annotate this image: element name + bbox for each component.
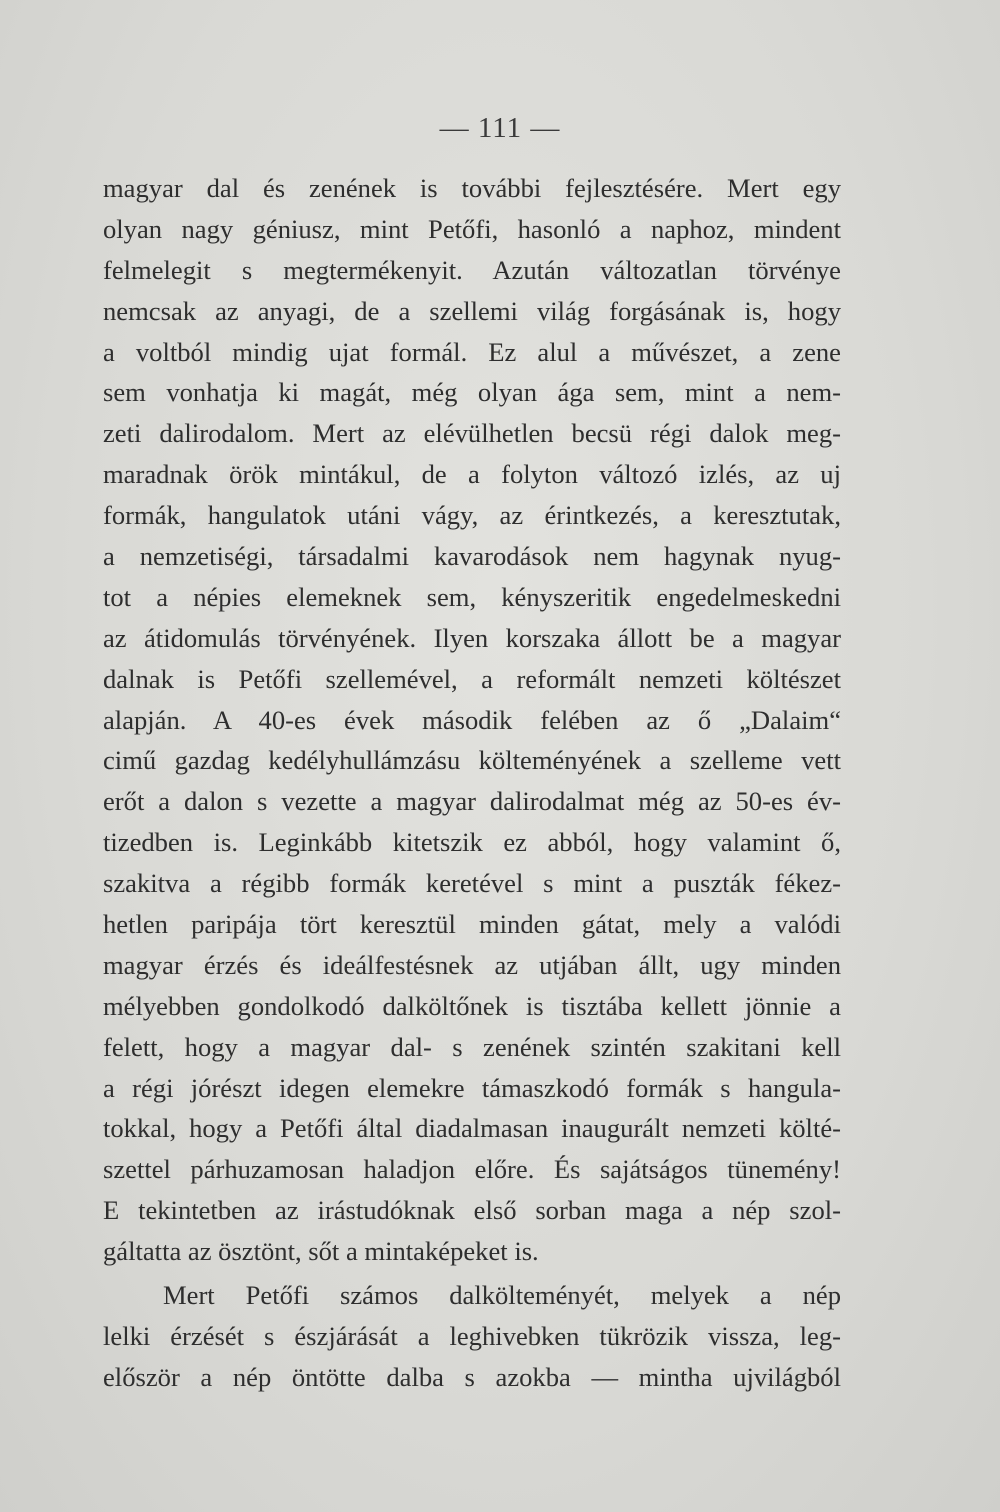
text-line: szakitva a régibb formák keretével s mint a puszták fékez- — [103, 868, 841, 899]
text-line: az átidomulás törvényének. Ilyen korszaka állott be a magyar — [103, 622, 841, 653]
text-line: Mert Petőfi számos dalkölteményét, melyek a nép — [163, 1280, 841, 1311]
text-line: olyan nagy géniusz, mint Petőfi, hasonló a naphoz, mindent — [103, 213, 841, 244]
text-line: felmelegit s megtermékenyit. Azután változatlan törvénye — [103, 254, 841, 285]
text-line: tot a népies elemeknek sem, kényszeritik engedelmeskedni — [103, 581, 841, 612]
text-line: zeti dalirodalom. Mert az elévülhetlen becsü régi dalok meg- — [103, 418, 841, 449]
text-line: tokkal, hogy a Petőfi által diadalmasan inaugurált nemzeti költé- — [103, 1113, 841, 1144]
text-line: a nemzetiségi, társadalmi kavarodások nem hagynak nyug- — [103, 541, 841, 572]
text-line: maradnak örök mintákul, de a folyton változó izlés, az uj — [103, 459, 841, 490]
text-line: tizedben is. Leginkább kitetszik ez abból, hogy valamint ő, — [103, 827, 841, 858]
text-line: mélyebben gondolkodó dalköltőnek is tisztába kellett jönnie a — [103, 990, 841, 1021]
text-line: erőt a dalon s vezette a magyar dalirodalmat még az 50-es év- — [103, 786, 841, 817]
text-line: dalnak is Petőfi szellemével, a reformált nemzeti költészet — [103, 663, 841, 694]
text-line: felett, hogy a magyar dal- s zenének szintén szakitani kell — [103, 1031, 841, 1062]
body-text — [103, 168, 841, 1398]
text-line: E tekintetben az irástudóknak első sorban maga a nép szol- — [103, 1195, 841, 1226]
text-line: cimű gazdag kedélyhullámzásu költeményének a szelleme vett — [103, 745, 841, 776]
text-line: a régi jórészt idegen elemekre támaszkodó formák s hangula- — [103, 1072, 841, 1103]
text-line: először a nép öntötte dalba s azokba — mintha ujvilágból — [103, 1361, 841, 1392]
text-line: alapján. A 40-es évek második felében az ő „Dalaim“ — [103, 704, 841, 735]
text-line: lelki érzését s észjárását a leghivebken tükrözik vissza, leg- — [103, 1320, 841, 1351]
text-line: szettel párhuzamosan haladjon előre. És sajátságos tünemény! — [103, 1154, 841, 1185]
text-line: nemcsak az anyagi, de a szellemi világ forgásának is, hogy — [103, 295, 841, 326]
text-line: hetlen paripája tört keresztül minden gátat, mely a valódi — [103, 909, 841, 940]
page-number: — 111 — — [439, 112, 561, 144]
text-line: magyar érzés és ideálfestésnek az utjában állt, ugy minden — [103, 949, 841, 980]
text-line: sem vonhatja ki magát, még olyan ága sem, mint a nem- — [103, 377, 841, 408]
text-line: a voltból mindig ujat formál. Ez alul a művészet, a zene — [103, 336, 841, 367]
text-line: gáltatta az ösztönt, sőt a mintaképeket is. — [103, 1236, 539, 1267]
text-line: formák, hangulatok utáni vágy, az érintkezés, a keresztutak, — [103, 500, 841, 531]
text-line: magyar dal és zenének is további fejlesztésére. Mert egy — [103, 173, 841, 203]
